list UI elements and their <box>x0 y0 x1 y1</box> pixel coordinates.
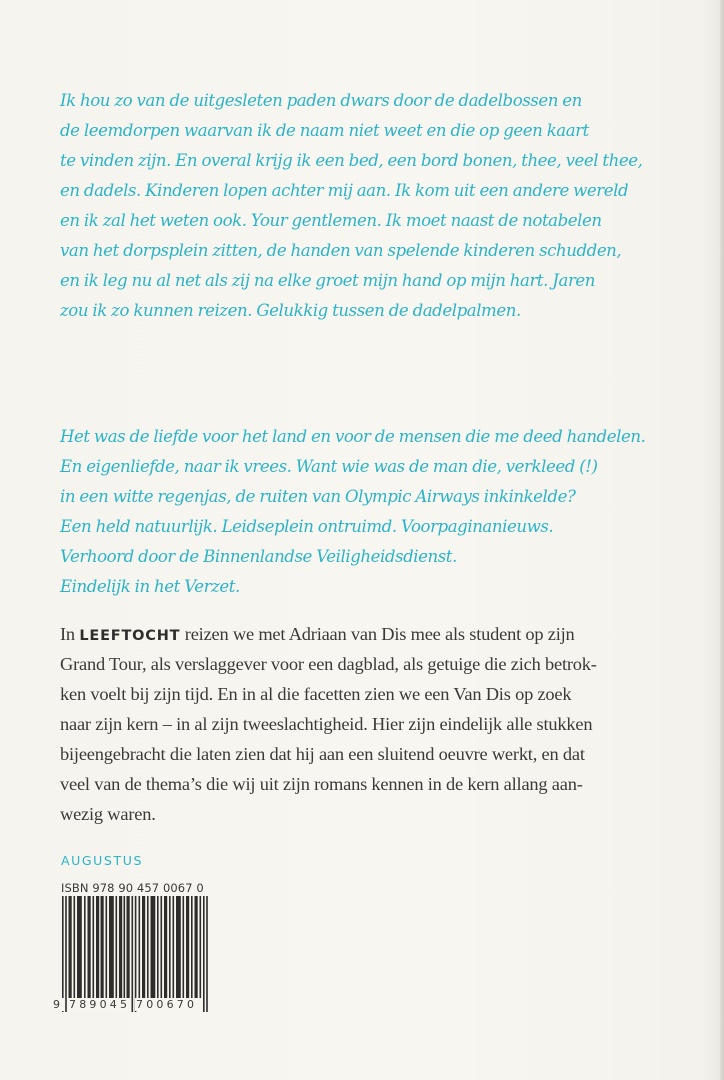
quote-line: Ik hou zo van de uitgesleten paden dwars door de dadelbossen en <box>60 91 582 110</box>
quote-line: Het was de liefde voor het land en voor de mensen die me deed handelen. <box>60 427 646 446</box>
quote-line: de leemdorpen waarvan ik de naam niet weet en die op geen kaart <box>60 121 589 140</box>
quote-line: te vinden zijn. En overal krijg ik een bed, een bord bonen, thee, veel thee, <box>60 151 643 170</box>
blurb-line: bijeengebracht die laten zien dat hij aan een sluitend oeuvre werkt, en dat <box>60 744 585 764</box>
blurb-paragraph <box>60 619 597 829</box>
barcode-right-group: 700670 <box>136 998 198 1011</box>
blurb-line: veel van de thema’s die wij uit zijn romans kennen in de kern allang aan- <box>60 774 583 794</box>
quote-paragraph-1 <box>60 86 642 326</box>
quote-line: Een held natuurlijk. Leidseplein ontruimd. Voorpaginanieuws. <box>60 517 554 536</box>
quote-line: en ik zal het weten ook. Your gentlemen. Ik moet naast de notabelen <box>60 211 602 230</box>
blurb-line: Grand Tour, als verslaggever voor een dagblad, als getuige die zich betrok- <box>60 654 597 674</box>
barcode-left-group: 789045 <box>69 998 131 1011</box>
isbn-label: ISBN 978 90 457 0067 0 <box>61 881 204 895</box>
quote-line: en ik leg nu al net als zij na elke groet mijn hand op mijn hart. Jaren <box>60 271 596 290</box>
quote-line: en dadels. Kinderen lopen achter mij aan. Ik kom uit een andere wereld <box>60 181 629 200</box>
blurb-prefix: In <box>60 624 80 644</box>
barcode <box>62 896 208 1012</box>
quote-line: Eindelijk in het Verzet. <box>60 577 240 596</box>
quote-line: Verhoord door de Binnenlandse Veiligheidsdienst. <box>60 547 457 566</box>
blurb-line: ken voelt bij zijn tijd. En in al die facetten zien we een Van Dis op zoek <box>60 684 572 704</box>
barcode-icon <box>62 896 208 1012</box>
publisher-name: AUGUSTUS <box>61 853 143 868</box>
blurb-suffix: reizen we met Adriaan van Dis mee als student op zijn <box>180 624 575 644</box>
blurb-line: naar zijn kern – in al zijn tweeslachtigheid. Hier zijn eindelijk alle stukken <box>60 714 593 734</box>
blurb-line: wezig waren. <box>60 804 156 824</box>
quote-line: in een witte regenjas, de ruiten van Olympic Airways inkinkelde? <box>60 487 576 506</box>
cover-edge-shadow <box>720 0 724 1080</box>
book-title: LEEFTOCHT <box>79 628 181 644</box>
quote-line: zou ik zo kunnen reizen. Gelukkig tussen de dadelpalmen. <box>60 301 521 320</box>
barcode-first-digit: 9 <box>53 998 64 1011</box>
blurb-first-line <box>60 619 597 649</box>
quote-paragraph-2 <box>60 422 645 602</box>
quote-line: En eigenliefde, naar ik vrees. Want wie was de man die, verkleed (!) <box>60 457 598 476</box>
quote-line: van het dorpsplein zitten, de handen van spelende kinderen schudden, <box>60 241 622 260</box>
